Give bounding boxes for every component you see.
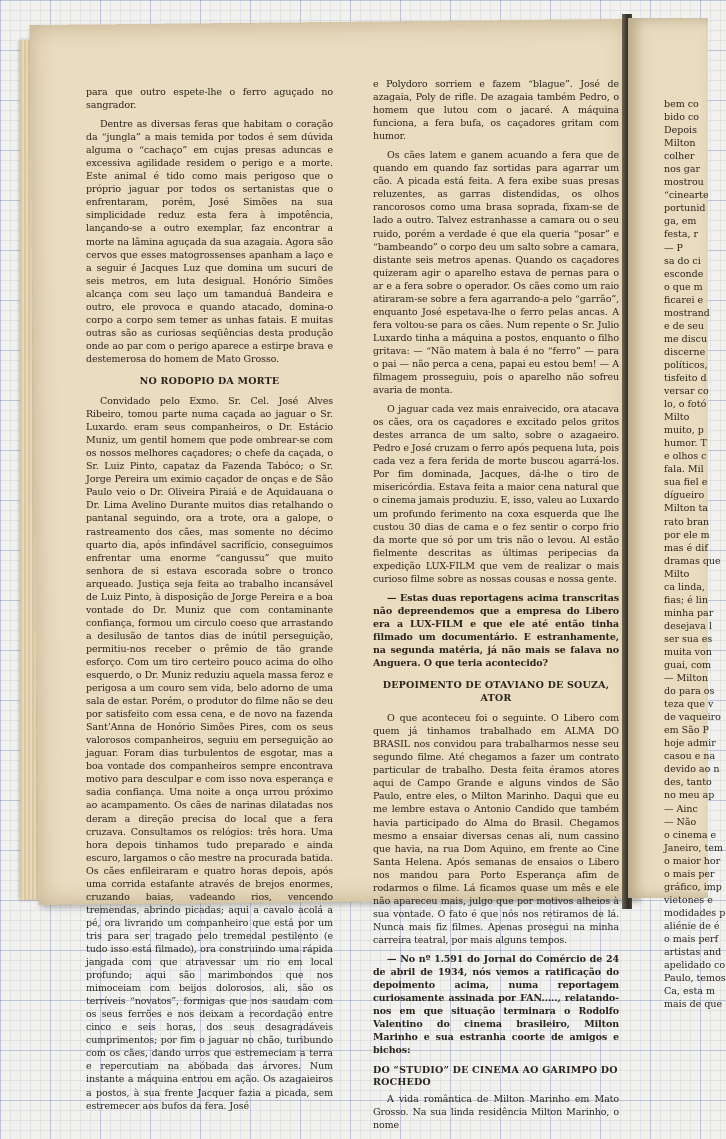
next-page-line: tisfeito d [664,372,707,384]
next-page-line: bido co [664,112,699,124]
next-page-line: mas é dif [664,542,708,554]
next-page-line: Depois [664,125,697,137]
next-page-line: o que m [664,281,703,293]
next-page-line: artistas and [664,947,722,959]
next-page-line: modidades p [664,907,726,919]
next-page-line: gráfico, imp [664,881,722,893]
paragraph: e Polydoro sorriem e fazem “blague”. José de azagaia, Poly de rifle. De azagaia também Pedro, o homem que lutou com o jacaré. A máquina funciona, a fera bufa, os caçadores gritam com humor. [373,79,619,143]
paragraph: A vida romântica de Milton Marinho em Mato Grosso. Na sua linda residência Milton Marinho, o nome [373,1094,619,1132]
editorial-note: — Estas duas reportagens acima transcritas não depreendemos que a empresa do Libero era a LUX-FILM e que ele até então tinha filmado um documentário. E estranhamente, na segunda matéria, já não mais se falava no Anguera. O que teria acontecido? [373,592,619,670]
section-heading: NO RODOPIO DA MORTE [139,375,280,387]
next-page-line: festa, r [664,229,699,241]
next-page-line: mostrand [664,307,710,319]
paragraph: Dentre as diversas feras que habitam o coração da “jungla” a mais temida por todos é sem dúvida alguma o “cachaço” em cujas presas aduncas e excessiva agilidade residem o perigo e a morte. Este animal é tido como mais perigoso que o próprio jaguar por todos os sertanistas que o enfrentaram, porém, José Simões na sua simplicidade reduz esta fera à impotência, lançando-se a outro exemplar, faz encontrar a morte na lâmina aguçada da sua azagaia. Agora são cervos que esses matogrossenses apanham a laço e a seguir é Jacques Luz que domina um sucuri de seis metros, em luta desigual. Honório Simões alcança com seu laço um tamanduá Bandeira e outro, ele provoca e quando atacado, domina-o corpo a corpo sem temer as unhas fatais. E muitas outras são as curiosas seqüências desta produção onde ao par com o perigo aparece a estirpe brava e destemerosa do homem de Mato Grosso. [86,119,333,365]
left-column [86,86,333,1119]
next-page-line: ficarei e [664,294,704,306]
next-page-line: nos gar [664,164,701,176]
next-page-fragment [628,18,726,1011]
next-page-line: muita von [664,646,712,658]
next-page-line: e olhos c [664,451,707,463]
next-page-line: o mais perf [664,934,719,945]
next-page-line: o cinema e [664,829,717,841]
paragraph: Os cães latem e ganem acuando a fera que de quando em quando faz sortidas para agarrar um cão. A picada está feita. A fera exibe suas presas reluzentes, as garras distendidas, os olhos rancorosos como uma brasa soprada, fixam-se de lado a outro. Talvez estranhasse a camara ou o seu ruido, porém a verdade é que ela queria “posar” e “bambeando” o corpo deu um salto sobre a camara, distante seis metros apenas. Quando os caçadores quizeram agir o aparelho estava de pernas para o ar e a fera sobre o operador. Os cães como um raio atiraram-se sobre a fera agarrando-a pelo “garrão”, enquanto José espetava-lhe o ferro pelas ancas. A fera voltou-se para os cães. Num repente o Sr. Julio Luxardo tinha a máquina a postos, enquanto o filho gritava: — “Não matem à bala é no “ferro” — para o pai — não perca a cena, papai eu estou bem! — A filmagem prosseguiu, pois o aparelho não sofreu avaria de monta. [373,150,619,397]
next-page-line: lo, o fotó [664,399,707,411]
next-page-line: — Milton [664,673,708,685]
next-page-line: por ele m [664,529,710,541]
next-page-line: — Ainc [664,803,698,815]
next-page-line: fala. Mil [664,464,704,476]
next-page-line: mais de que [664,999,723,1011]
next-page-line: sua fiel e [664,477,708,489]
next-page-line: portunid [664,203,706,215]
next-page-line: versar co [664,386,709,398]
next-page-line: em São P [664,725,709,737]
next-page-line: Milto [664,412,690,424]
next-page-line: aliénie de é [664,920,720,932]
next-page-line: — Não [664,816,697,828]
next-page-line: hoje admir [664,738,716,750]
next-page-line: no meu ap [664,790,715,802]
next-page-line: o mais per [664,868,715,880]
next-page-line: Milton [664,138,696,150]
next-page-line: humor. T [664,438,707,450]
next-page-line: políticos, [664,359,708,371]
next-page-line: “cinearte [664,190,709,202]
section-heading: DO “STUDIO” DE CINEMA AO GARIMPO DO ROCHEDO [373,1065,618,1089]
next-page-line: devido ao n [664,764,720,776]
next-page-line: Paulo, temos [664,973,726,985]
paragraph: O jaguar cada vez mais enraivecido, ora atacava os cães, ora os caçadores e excitado pelos gritos destes arranca de um salto, sobre o azagaeiro. Pedro e José cruzam o ferro após pequena luta, pois cada vez a fera ferida de morte buscou agarrá-los. Por fim dominada, Jacques, dá-lhe o tiro de misericórdia. Estava feita a maior cena natural que o cinema jamais produziu. E, isso, valeu ao Luxardo um profundo ferimento na coxa esquerda que lhe custou 30 dias de cama e o fez sentir o corpo frio da morte que só por um tris não o levou. Al estão fielmente descritas as últimas peripecias da expedição LUX-FILM que vem de realizar o mais curioso filme sobre as nossas cousas e nossa gente. [373,404,619,585]
next-page-line: dramas que [664,555,721,567]
paragraph: O que aconteceu foi o seguinte. O Libero com quem já tinhamos trabalhado em ALMA DO BRASIL nos convidou para trabalharmos nesse seu segundo filme. Até chegamos a fazer um contrato particular de trabalho. Desta feita éramos atores aqui de Campo Grande e alguns vindos de São Paulo, entre eles, o Milton Marinho. Daqui que eu me lembre estava o Antonio Candido que também havia participado do Alma do Brasil. Chegamos mesmo a ensaiar diversas cenas ali, num cassino que havia, na rua Dom Aquino, em frente ao Cine Santa Helena. Após semanas de ensaios o Libero nos mandou para Porto Esperança afim de rodarmos o filme. Lá ficamos quase um mês e ele não apareceu mais, julgo que por motivos alheios à sua vontade. O fato é que nós nos retiramos de lá. Nunca mais fiz filmes. Apenas prosegui na minha carreira teatral, por mais alguns tempos. [373,713,619,946]
next-page-line: colher [664,151,695,163]
paragraph: Convidado pelo Exmo. Sr. Cel. José Alves Ribeiro, tomou parte numa caçada ao jaguar o Sr. Luxardo. eram seus companheiros, o Dr. Estácio Muniz, um gentil homem que pode ombrear-se com os nossos melhores caçadores; o chefe da caçada, o Sr. Luiz Pinto, capataz da Fazenda Tabóco; o Sr. Jorge Pereira um eximio caçador de onças e de São Paulo veio o Dr. Oliveira Piraiá e de Aquidauana o Dr. Lima Avelino Durante muitos dias retalhando o pantanal seguindo, ora a trote, ora a galope, o rastreamento dos cães, mas somente no décimo quarto dia, após infindável sacrifício, conseguimos enfrentar uma enorme “cangussu” que muito senhora de si estava escorada sobre o tronco arqueado. Justiça seja feita ao trabalho incansável de Luiz Pinto, à disposição de Jorge Pereira e a boa vontade do Dr. Muniz que com contaminante confiança, formou um circulo coeso que arrastando a desilusão de tantos dias de inútil perseguição, permitiu-nos receber o prêmio de tão grande esforço. Com um tiro certeiro pouco acima do olho esquerdo, o Dr. Muniz reduziu aquela massa feroz e perigosa a um couro sem vida, belo adorno de uma sala de estar. Porém, o produtor do filme não se deu por satisfeito com essa cena, e de novo na fazenda Sant’Anna de Honório Simões Pires, com os seus valorosos companheiros, seguiu em perseguição ao jaguar. Foram dias turbulentos de esgotar, mas a boa vontade dos companheiros sempre encontrava motivo para desculpar e com isso nova esperança e sadia confiança. Uma noite a onça urrou próximo ao acampamento. Os cães de narinas dilatadas nos deram a direção precisa do local que a fera cruzava. Consultamos os relógios: três hora. Uma hora depois tinhamos tudo preparado e ainda escuro, largamos o cão mestre na procurada batida. Os cães enfileiraram e quatro horas depois, após uma corrida estafante através de brejos enormes, cruzando baias, vadeando rios, vencendo tremendas, abrindo picadas; aqui a cavalo acolá a pé, ora livrando um companheiro que está por um tris para ser tragado pelo tremedal pestilento (e tudo isso está filmado), ora construindo uma rápida jangada com que atravessar um rio em local profundo; aqui são marimbondos que nos mimoceiam com beijos dolorosos, ali, são os terríveis “novatos”, formigas que nos saudam com os seus ferrões e nos deixam a recordação entre cinco e seis horas, dos seus desagradáveis cumprimentos; por fim o jaguar no chão, turibundo com os cães, dando urros que estremeciam a terra e repercutiam na abóbada das árvores. Num instante a máquina entrou em ação. Os azagaieiros a postos, à sua frente Jacquer fazia a picada, sem estremecer aos bufos da fera. José [86,396,333,1112]
next-page-line: Milto [664,568,690,580]
next-page-line: des, tanto [664,777,712,789]
next-page-line: esconde [664,268,704,280]
next-page-line: de vaqueiro [664,712,721,724]
next-page-line: me discu [664,333,708,345]
editorial-note: — No nº 1.591 do Jornal do Comércio de 24 de abril de 1934, nós vemos a ratificação do depoimento acima, numa reportagem curiosamente assinada por FAN....., relatando-nos em que situação terminara o Rodolfo Valentino do cinema brasileiro, Milton Marinho e sua estranha coorte de amigos e bichos: [373,954,619,1057]
next-page-line: ser sua es [664,633,713,645]
next-page-line: desejava l [664,620,712,632]
next-page-line: — P [664,242,683,254]
next-page-line: sa do ci [664,255,701,267]
next-page-line: Janeiro, tem [664,842,723,854]
next-page-line: dígueiro [664,490,705,502]
next-page-line: apelidado co [664,960,726,972]
next-page-line: bem co [664,99,699,110]
next-page-line: Ca, esta m [664,986,715,998]
next-page-line: rato bran [664,516,710,528]
next-page-line: ga, em [664,216,697,228]
next-page-line: teza que v [664,699,714,711]
next-page-line: minha par [664,607,714,619]
next-page-line: guai, com [664,660,711,672]
next-page-line: muito, p [664,425,704,437]
section-heading: DEPOIMENTO DE OTAVIANO DE SOUZA, ATOR [382,680,610,705]
next-page-line: e de seu [664,320,704,332]
next-page-line: o maior hor [664,855,721,867]
right-column [373,78,619,1139]
next-page-line: discerne [664,346,706,358]
next-page-text [664,98,724,1011]
next-page-line: fias; é lin [664,594,708,606]
paragraph: para que outro espete-lhe o ferro aguçado no sangrador. [86,87,333,112]
next-page-line: casou e na [664,751,716,763]
next-page-line: mostrou [664,177,704,189]
next-page-line: vietones e [664,894,713,906]
next-page-line: Milton ta [664,503,708,515]
next-page-line: ca linda, [664,581,705,593]
next-page-line: do para os [664,686,715,698]
